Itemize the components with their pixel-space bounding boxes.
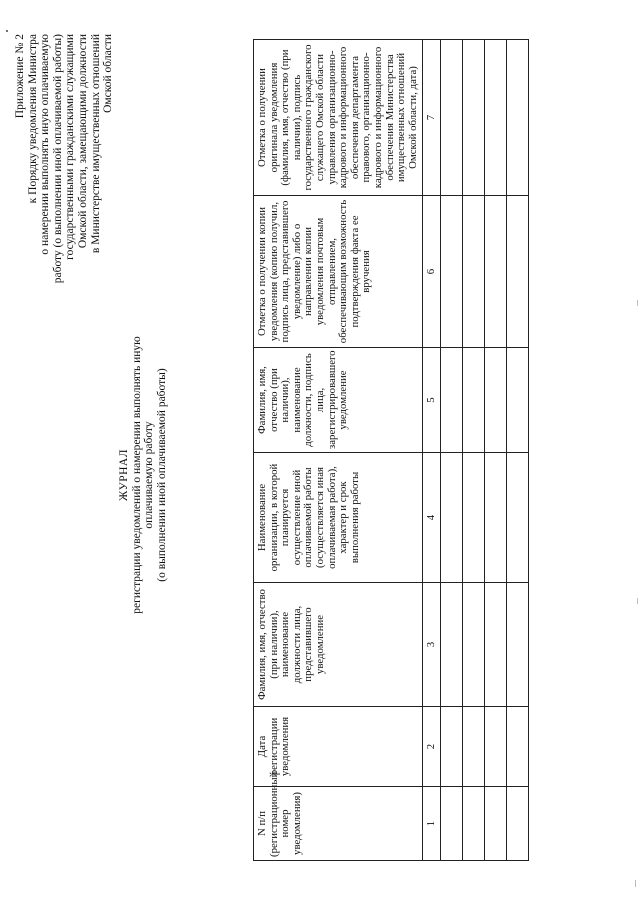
appendix-line: государственными гражданскими служащими <box>64 34 77 260</box>
journal-table <box>253 39 529 861</box>
column-header: Дата регистрации уведомления <box>254 707 423 787</box>
column-number: 1 <box>423 787 441 861</box>
table-row <box>441 40 463 861</box>
journal-subtitle: регистрации уведомлений о намерении выполнять иную <box>130 336 143 614</box>
table-cell <box>463 707 485 787</box>
column-header: N п/п (регистрационный номер уведомления) <box>254 787 423 861</box>
table-cell <box>485 583 507 707</box>
appendix-line: Омской области <box>102 34 115 113</box>
table-cell <box>441 583 463 707</box>
table-cell <box>463 196 485 348</box>
appendix-line: Омской области, замещающими должности <box>76 34 89 249</box>
table-row <box>485 40 507 861</box>
column-number: 6 <box>423 196 441 348</box>
column-header: Отметка о получении копии уведомления (копию получил, подпись лица, представившего уведомление) либо о направлении копии уведомления почтовым отправлением, обеспечивающим возможность подтверждения факта ее вручения <box>254 196 423 348</box>
journal-title: ЖУРНАЛ <box>118 448 130 502</box>
table-cell <box>485 196 507 348</box>
column-number: 5 <box>423 348 441 453</box>
column-header: Фамилия, имя, отчество (при наличии), наименование должности, подпись лица, зарегистрировавшего уведомление <box>254 348 423 453</box>
table-cell <box>441 40 463 196</box>
appendix-note <box>14 34 115 394</box>
journal-heading <box>118 245 168 705</box>
table-cell <box>463 348 485 453</box>
column-number: 4 <box>423 453 441 583</box>
table-row <box>463 40 485 861</box>
table-cell <box>441 707 463 787</box>
table-cell <box>507 453 529 583</box>
appendix-line: в Министерстве имущественных отношений <box>89 34 102 254</box>
column-number: 2 <box>423 707 441 787</box>
column-header: Наименование организации, в которой планируется осуществление иной оплачиваемой работы (осуществляется иная оплачиваемая работа), характер и срок выполнения работы <box>254 453 423 583</box>
table-cell <box>441 348 463 453</box>
table-cell <box>507 787 529 861</box>
table-cell <box>485 707 507 787</box>
column-number-row <box>423 40 441 861</box>
column-header: Фамилия, имя, отчество (при наличии), наименование должности лица, представившего уведомление <box>254 583 423 707</box>
column-header: Отметка о получении оригинала уведомления (фамилия, имя, отчество (при наличии), подпись государственного гражданского служащего Омской области управления организационно-кадрового и информационного обеспечения департамента правового, организационно-кадрового и информационного обеспечения Министерства имущественных отношений Омской области, дата) <box>254 40 423 196</box>
table-cell <box>507 583 529 707</box>
table-cell <box>507 348 529 453</box>
table-cell <box>441 453 463 583</box>
table-cell <box>441 196 463 348</box>
table-cell <box>463 583 485 707</box>
table-cell <box>441 787 463 861</box>
table-cell <box>485 40 507 196</box>
table-cell <box>463 453 485 583</box>
header-row <box>254 40 423 861</box>
table-cell <box>463 787 485 861</box>
table-cell <box>507 707 529 787</box>
appendix-line: к Порядку уведомления Министра <box>26 34 39 204</box>
table-cell <box>485 348 507 453</box>
column-number: 3 <box>423 583 441 707</box>
appendix-line: работу (о выполнении иной оплачиваемой работы) <box>51 34 64 284</box>
table-row <box>507 40 529 861</box>
appendix-line: о намерении выполнять иную оплачиваемую <box>39 34 52 255</box>
table-cell <box>485 453 507 583</box>
table-cell <box>507 40 529 196</box>
appendix-line: Приложение № 2 <box>14 34 26 119</box>
table-cell <box>485 787 507 861</box>
journal-subtitle: (о выполнении иной оплачиваемой работы) <box>155 368 168 582</box>
table-cell <box>463 40 485 196</box>
journal-subtitle: оплачиваемую работу <box>143 421 156 529</box>
column-number: 7 <box>423 40 441 196</box>
table-cell <box>507 196 529 348</box>
